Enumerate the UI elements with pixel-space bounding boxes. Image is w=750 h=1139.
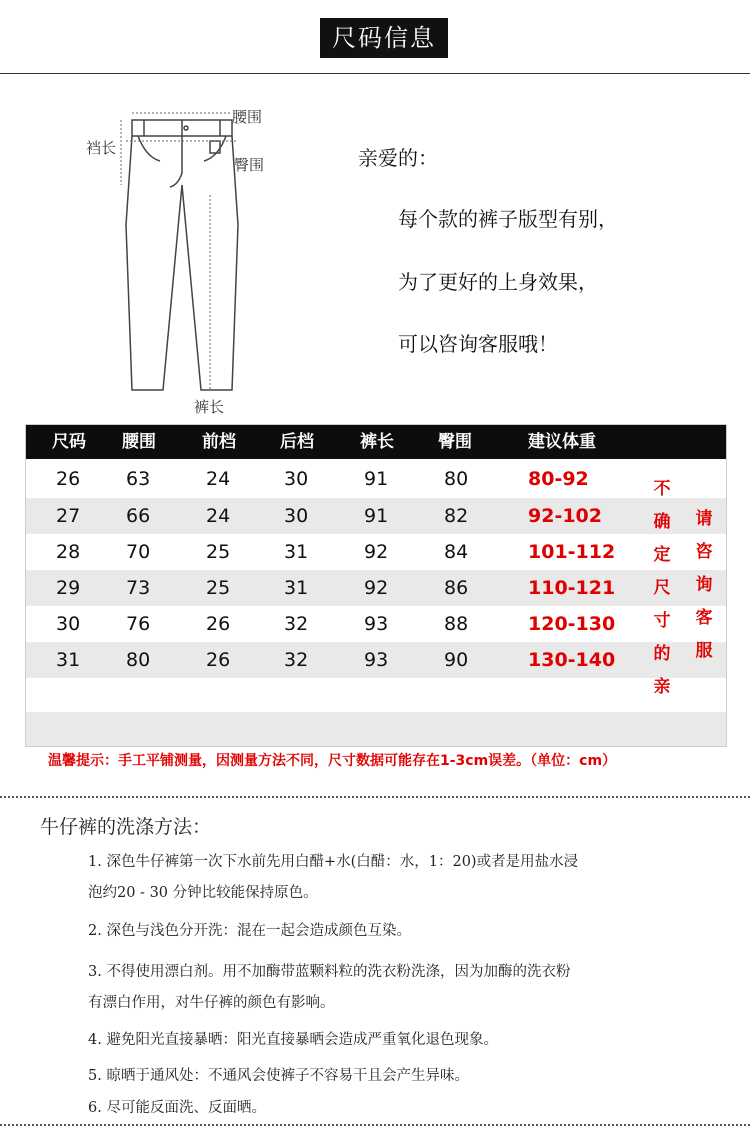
label-waist: 腰围 — [232, 108, 263, 126]
cell-length: 92 — [364, 541, 389, 563]
table-row — [26, 498, 726, 534]
cell-front: 26 — [206, 613, 231, 635]
table-row — [26, 570, 726, 606]
table-row-empty — [26, 678, 726, 712]
side-note-char: 寸 — [653, 611, 671, 631]
table-row — [26, 534, 726, 570]
table-header — [26, 425, 726, 459]
cell-hip: 90 — [444, 649, 469, 671]
table-row — [26, 642, 726, 678]
cell-length: 93 — [364, 613, 389, 635]
side-note-2 — [692, 503, 716, 668]
table-row — [26, 606, 726, 642]
dotted-divider — [0, 1124, 750, 1126]
washing-line: 有漂白作用，对牛仔裤的颜色有影响。 — [88, 995, 335, 1011]
side-note-char: 询 — [695, 575, 713, 595]
table-row — [26, 461, 726, 497]
side-note-char: 定 — [653, 545, 671, 565]
cell-length: 92 — [364, 577, 389, 599]
cell-size: 31 — [56, 649, 81, 671]
cell-hip: 88 — [444, 613, 469, 635]
col-length: 裤长 — [360, 432, 394, 452]
intro-line-1: 每个款的裤子版型有别， — [398, 207, 618, 231]
cell-waist: 76 — [126, 613, 151, 635]
dotted-divider — [0, 796, 750, 798]
cell-length: 93 — [364, 649, 389, 671]
col-waist: 腰围 — [122, 432, 156, 452]
cell-size: 30 — [56, 613, 81, 635]
washing-title: 牛仔裤的洗涤方法： — [40, 816, 212, 838]
cell-waist: 73 — [126, 577, 151, 599]
side-note-char: 客 — [695, 608, 713, 628]
cell-hip: 82 — [444, 505, 469, 527]
intro-line-2: 为了更好的上身效果， — [398, 270, 598, 294]
side-note-char: 亲 — [653, 677, 671, 697]
cell-front: 26 — [206, 649, 231, 671]
washing-line: 泡约20 - 30 分钟比较能保持原色。 — [88, 885, 318, 901]
cell-size: 28 — [56, 541, 81, 563]
label-hip: 臀围 — [234, 156, 265, 174]
cell-front: 24 — [206, 468, 231, 490]
cell-hip: 80 — [444, 468, 469, 490]
side-note-char: 不 — [653, 479, 671, 499]
side-note-char: 请 — [695, 509, 713, 529]
side-note-char: 咨 — [695, 542, 713, 562]
cell-back: 30 — [284, 505, 309, 527]
cell-back: 31 — [284, 577, 309, 599]
pants-outline-icon — [126, 120, 238, 390]
side-note-char: 服 — [695, 641, 713, 661]
measurement-tip: 温馨提示：手工平铺测量，因测量方法不同，尺寸数据可能存在1-3cm误差。（单位：cm） — [48, 753, 617, 769]
cell-size: 27 — [56, 505, 81, 527]
col-hip: 臀围 — [438, 432, 472, 452]
washing-line: 1. 深色牛仔裤第一次下水前先用白醋+水(白醋：水，1：20)或者是用盐水浸 — [88, 854, 579, 870]
intro-greeting: 亲爱的： — [358, 146, 438, 170]
col-front-rise: 前档 — [202, 432, 236, 452]
side-note-1 — [650, 473, 674, 704]
washing-line: 2. 深色与浅色分开洗：混在一起会造成颜色互染。 — [88, 923, 411, 939]
intro-line-3: 可以咨询客服哦！ — [398, 332, 558, 356]
col-weight: 建议体重 — [528, 432, 596, 452]
cell-hip: 86 — [444, 577, 469, 599]
label-length: 裤长 — [194, 398, 225, 416]
washing-line: 4. 避免阳光直接暴晒：阳光直接暴晒会造成严重氧化退色现象。 — [88, 1032, 498, 1048]
measure-guides — [121, 113, 238, 390]
cell-length: 91 — [364, 468, 389, 490]
washing-line: 6. 尽可能反面洗、反面晒。 — [88, 1100, 266, 1116]
side-note-char: 的 — [653, 644, 671, 664]
cell-waist: 66 — [126, 505, 151, 527]
side-note-char: 尺 — [653, 578, 671, 598]
cell-weight: 130-140 — [528, 649, 616, 671]
cell-back: 32 — [284, 649, 309, 671]
page-title: 尺码信息 — [320, 18, 448, 58]
cell-size: 26 — [56, 468, 81, 490]
washing-line: 5. 晾晒于通风处：不通风会使裤子不容易干且会产生异味。 — [88, 1068, 469, 1084]
cell-back: 30 — [284, 468, 309, 490]
cell-front: 25 — [206, 577, 231, 599]
cell-back: 32 — [284, 613, 309, 635]
cell-front: 25 — [206, 541, 231, 563]
cell-back: 31 — [284, 541, 309, 563]
cell-weight: 110-121 — [528, 577, 616, 599]
cell-front: 24 — [206, 505, 231, 527]
cell-hip: 84 — [444, 541, 469, 563]
cell-length: 91 — [364, 505, 389, 527]
cell-weight: 120-130 — [528, 613, 616, 635]
table-row-empty — [26, 712, 726, 746]
cell-waist: 80 — [126, 649, 151, 671]
washing-line: 3. 不得使用漂白剂。用不加酶带蓝颗料粒的洗衣粉洗涤，因为加酶的洗衣粉 — [88, 964, 571, 980]
label-rise: 裆长 — [86, 139, 117, 157]
cell-waist: 63 — [126, 468, 151, 490]
col-back-rise: 后档 — [280, 432, 314, 452]
cell-weight: 101-112 — [528, 541, 616, 563]
cell-weight: 80-92 — [528, 468, 589, 490]
cell-weight: 92-102 — [528, 505, 602, 527]
side-note-char: 确 — [653, 512, 671, 532]
title-divider — [0, 73, 750, 74]
cell-waist: 70 — [126, 541, 151, 563]
col-size: 尺码 — [52, 432, 86, 452]
size-table — [25, 424, 727, 747]
cell-size: 29 — [56, 577, 81, 599]
